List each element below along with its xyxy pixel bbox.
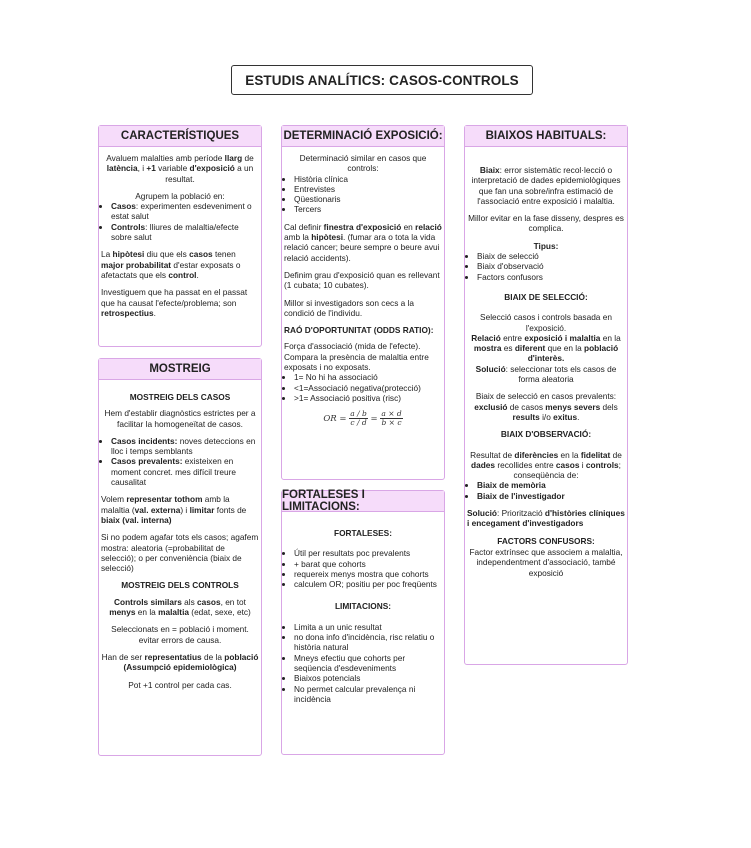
paragraph: Biaix de selecció en casos prevalents: exclusió de casos menys severs dels results i/o exitus. xyxy=(474,391,618,422)
paragraph: Solució: Priorització d'històries clíniques i encegament d'investigadors xyxy=(467,508,625,529)
panel-biaixos-habituals xyxy=(464,125,628,665)
list-item: • + barat que cohorts xyxy=(294,559,442,569)
bullet-list xyxy=(467,480,625,501)
list-item: • Casos prevalents: existeixen en moment concret. mes difícil treure causalitat xyxy=(111,456,259,487)
panel-heading: MOSTREIG xyxy=(99,359,261,380)
panel-determinacio-exposicio xyxy=(281,125,445,480)
list-item: • No permet calcular prevalença ni incidència xyxy=(294,684,442,705)
panel-heading: BIAIXOS HABITUALS: xyxy=(465,126,627,147)
paragraph: Resultat de diferències en la fidelitat de dades recollides entre casos i controls; conseqüència de: xyxy=(470,449,622,481)
section-subheading: BIAIX DE SELECCIÓ: xyxy=(504,291,588,302)
odds-ratio-formula: OR = $\frac{a / b}{c / d}$ = $\frac{a \times d}{b \times c}$ xyxy=(323,409,402,428)
paragraph: Cal definir finestra d'exposició en relació amb la hipòtesi. (fumar ara o tota la vida relació cancer; beure sempre o beure avui relació accidents). xyxy=(284,221,442,263)
list-item: • calculem OR; positiu per poc freqüents xyxy=(294,579,442,589)
list-item: • Casos incidents: noves deteccions en lloc i temps semblants xyxy=(111,436,259,457)
section-subheading: FACTORS CONFUSORS: xyxy=(497,535,595,546)
paragraph: Agrupem la població en: xyxy=(135,190,225,201)
list-item: • Casos: experimenten esdeveniment o estat salut xyxy=(111,201,259,222)
panel-heading: DETERMINACIÓ EXPOSICIÓ: xyxy=(282,126,444,147)
panel-fortaleses-limitacions xyxy=(281,490,445,755)
panel-caracteristiques xyxy=(98,125,262,347)
paragraph: Hem d'establir diagnòstics estrictes per a facilitar la homogeneïtat de casos. xyxy=(104,408,256,429)
paragraph: Definim grau d'exposició quan es rellevant (1 cubata; 10 cubates). xyxy=(284,269,440,291)
list-item: • Mneys efectiu que cohorts per seqüencia d'esdeveniments xyxy=(294,653,442,674)
list-item: • Història clínica xyxy=(294,174,442,184)
paragraph: La hipòtesi diu que els casos tenen major probabilitat d'estar exposats o afetactats que els control. xyxy=(101,249,241,280)
section-subheading: Tipus: xyxy=(533,240,559,251)
bullet-list xyxy=(467,251,625,282)
paragraph: Determinació similar en casos que controls: xyxy=(299,153,427,174)
list-item: • >1= Associació positiva (risc) xyxy=(294,393,442,403)
bullet-list xyxy=(284,174,442,215)
bullet-list xyxy=(284,548,442,589)
paragraph: Volem representar tothom amb la malaltia (val. externa) i limitar fonts de biaix (val. interna) xyxy=(101,494,247,525)
section-subheading: FORTALESES: xyxy=(334,528,392,538)
panel-heading: CARACTERÍSTIQUES xyxy=(99,126,261,147)
list-item: • Biaixos potencials xyxy=(294,673,442,683)
panel-mostreig xyxy=(98,358,262,756)
bullet-list xyxy=(101,436,259,487)
paragraph: Han de ser representatius de la població (Assumpció epidemiològica) xyxy=(101,651,259,673)
paragraph: Selecció casos i controls basada en l'exposició. xyxy=(480,312,612,333)
paragraph: Seleccionats en = població i moment. evitar errors de causa. xyxy=(111,624,249,645)
panel-heading: FORTALESES I LIMITACIONS: xyxy=(282,491,444,512)
list-item: • Útil per resultats poc prevalents xyxy=(294,548,442,558)
list-item: • Biaix de selecció xyxy=(477,251,625,261)
list-item: • Qüestionaris xyxy=(294,194,442,204)
section-subheading: LIMITACIONS: xyxy=(334,601,392,612)
paragraph: Avaluem malalties amb període llarg de latència, i +1 variable d'exposició a un resultat. xyxy=(106,153,254,184)
paragraph: Solució: seleccionar tots els casos de forma aleatoria xyxy=(475,363,617,385)
paragraph: Millor si investigadors son cecs a la condició de l'individu. xyxy=(284,297,415,318)
paragraph: Força d'associació (mida de l'efecte). Compara la presència de malaltia entre exposats i no exposats. xyxy=(284,341,429,373)
list-item: • Factors confusors xyxy=(477,272,625,282)
bullet-list xyxy=(284,372,442,403)
section-subheading: RAÓ D'OPORTUNITAT (ODDS RATIO): xyxy=(284,325,434,336)
list-item: • Biaix d'observació xyxy=(477,261,625,271)
section-subheading: MOSTREIG DELS CONTROLS xyxy=(121,580,239,591)
bullet-list xyxy=(101,201,259,242)
paragraph: Factor extrínsec que associem a malaltia, independentment d'associació, també exposició xyxy=(469,546,623,578)
paragraph: Pot +1 control per cada cas. xyxy=(128,679,232,690)
bullet-list xyxy=(284,622,442,704)
section-subheading: BIAIX D'OBSERVACIÓ: xyxy=(500,429,592,440)
list-item: • Tercers xyxy=(294,204,442,214)
list-item: • <1=Associació negativa(protecció) xyxy=(294,383,442,393)
paragraph: Si no podem agafar tots els casos; agafem mostra: aleatoria (=probabilitat de selecció); o per conveniència (biaix de selecció) xyxy=(101,532,259,574)
list-item: • 1= No hi ha associació xyxy=(294,372,442,382)
list-item: • Limita a un unic resultat xyxy=(294,622,442,632)
page-title: ESTUDIS ANALÍTICS: CASOS-CONTROLS xyxy=(231,65,533,95)
list-item: • Controls: lliures de malaltia/efecte sobre salut xyxy=(111,222,259,243)
paragraph: Millor evitar en la fase disseny, despres es complica. xyxy=(468,213,624,234)
section-subheading: MOSTREIG DELS CASOS xyxy=(129,392,231,402)
paragraph: Biaix: error sistemàtic recol·lecció o interpretació de dades epidemiològiques que fan una sobre/infra estimació de l'associació entre exposició i malaltia. xyxy=(471,165,621,206)
list-item: • Biaix de memòria xyxy=(477,480,625,490)
list-item: • no dona info d'incidència, risc relatiu o història natural xyxy=(294,632,442,653)
list-item: • Entrevistes xyxy=(294,184,442,194)
paragraph: Relació entre exposició i malaltia en la mostra es diferent que en la població d'interès. xyxy=(471,332,621,364)
paragraph: Controls similars als casos, en tot menys en la malaltia (edat, sexe, etc) xyxy=(109,596,251,618)
list-item: • Biaix de l'investigador xyxy=(477,491,625,501)
paragraph: Investiguem que ha passat en el passat que ha causat l'efecte/problema; son retrospectius. xyxy=(101,287,248,318)
list-item: • requereix menys mostra que cohorts xyxy=(294,569,442,579)
